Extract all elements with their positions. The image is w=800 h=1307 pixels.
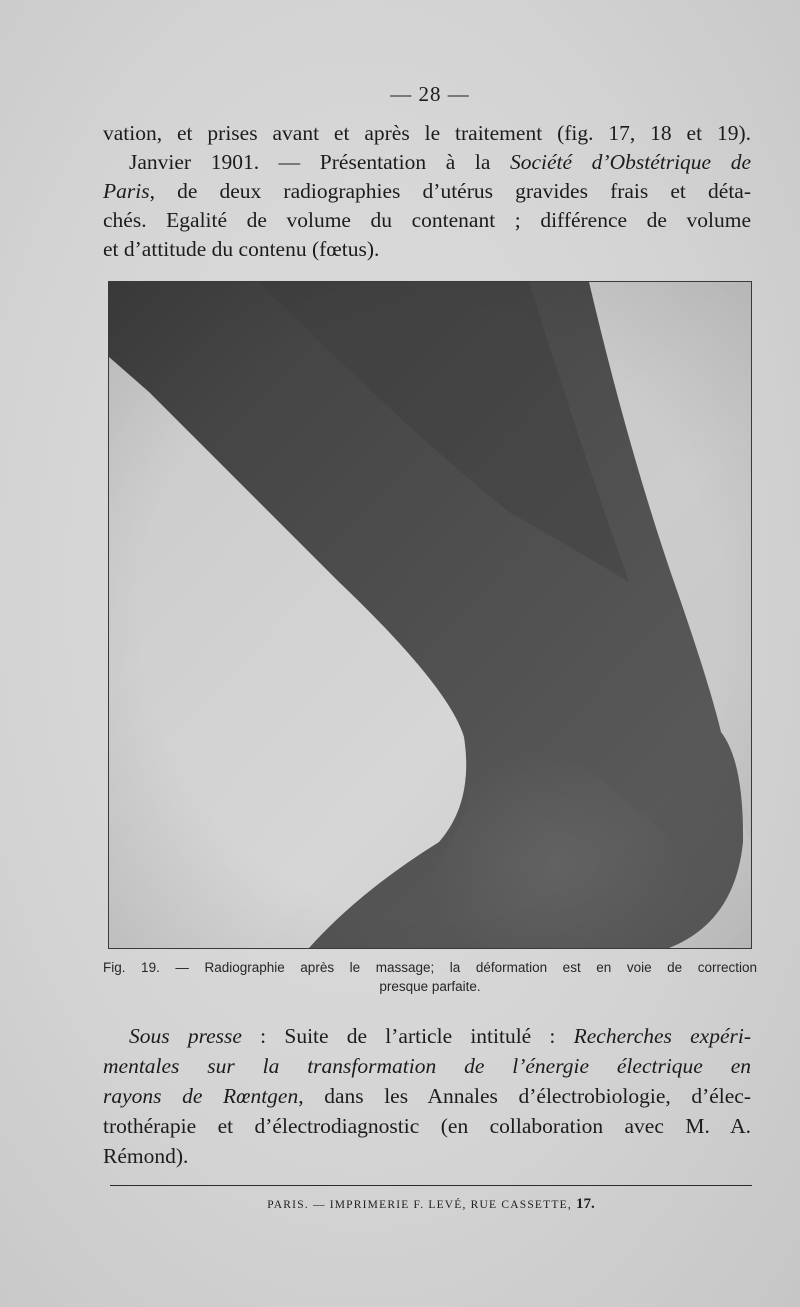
sous-presse-italic: Sous presse [129, 1024, 242, 1048]
article-title-italic: rayons de Rœntgen [103, 1084, 299, 1108]
radiograph-image [109, 282, 751, 948]
text-line [103, 148, 751, 177]
figure-caption [103, 958, 757, 996]
text-line: vation, et prises avant et après le traitement (fig. 17, 18 et 19). [103, 121, 751, 145]
caption-line: Fig. 19. — Radiographie après le massage; la déformation est en voie de correction [103, 960, 757, 975]
text-line [103, 1051, 751, 1081]
text-line [103, 1021, 751, 1051]
paris-italic: Paris [103, 179, 150, 203]
text-line: chés. Egalité de volume du contenant ; différence de volume [103, 208, 751, 232]
text-line: et d’attitude du contenu (fœtus). [103, 237, 380, 261]
paragraph-january-1901 [103, 148, 751, 264]
text-segment: , de deux radiographies d’utérus gravides frais et déta- [149, 179, 751, 203]
printer-imprint [110, 1196, 752, 1213]
imprint-number: 17. [575, 1196, 595, 1212]
article-title-italic: Recherches expéri- [573, 1024, 751, 1048]
text-line: trothérapie et d’électrodiagnostic (en collaboration avec M. A. [103, 1114, 751, 1138]
paragraph-sous-presse [103, 1021, 751, 1171]
text-line: Rémond). [103, 1144, 189, 1168]
society-name: Société d’Obstétrique de [509, 150, 752, 174]
text-segment: Janvier 1901. — Présentation à la [129, 150, 510, 174]
imprint-text: PARIS. — IMPRIMERIE F. LEVÉ, RUE CASSETTE, [267, 1199, 576, 1211]
text-segment: : Suite de l’article intitulé : [241, 1024, 574, 1048]
caption-line: presque parfaite. [379, 979, 481, 994]
text-line [103, 177, 751, 206]
text-line [103, 1081, 751, 1111]
footer-rule [110, 1185, 752, 1186]
page-number: — 28 — [390, 82, 470, 106]
radiograph-figure [108, 281, 752, 949]
paragraph-intro [103, 119, 751, 148]
text-segment: , dans les Annales d’électrobiologie, d’élec- [298, 1084, 751, 1108]
article-title-italic: mentales sur la transformation de l’énergie électrique en [103, 1054, 751, 1078]
